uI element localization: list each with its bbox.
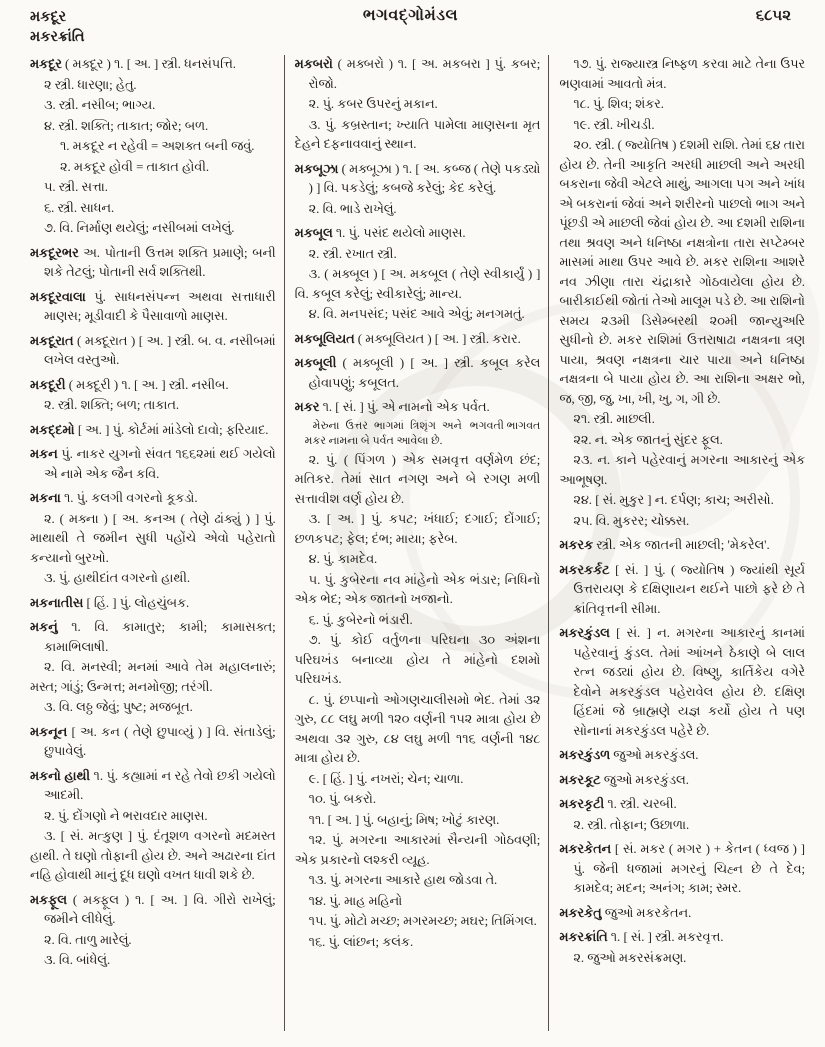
headword: મકબૂલિયત: [294, 331, 358, 346]
dictionary-entry: મકનૂન [ અ. કન ( તેણે છુપાવ્યું ) ] વિ. સંતાડેલું; છુપાવેલું.: [30, 724, 276, 758]
entry-sense: ૨. પું. ( પિંગળ ) એક સમવૃત્ત વર્ણમેળ છંદ; મતિકર. તેમાં સાત નગણ અને બે રગણ મળી સત્તાવીશ વર્ણ હોય છે.: [294, 452, 541, 506]
headword: મકનો હાથી: [30, 768, 94, 783]
entry-sense: ૨. પું. કબર ઉપરનું મકાન.: [308, 97, 438, 111]
entry-sense: ૪. વિ. મનપસંદ; પસંદ આવે એવું; મનગમતું.: [308, 307, 525, 321]
headword: મકનાતીસ: [30, 595, 87, 610]
entry-sense: ૩. પું. કબ્રસ્તાન; ખ્યાતિ પામેલા માણસના મૃત દેહને દફનાવવાનું સ્થાન.: [294, 117, 541, 151]
headword: મકબરો: [294, 57, 338, 71]
headword: મકરકુંડલ: [559, 626, 617, 640]
dictionary-entry: મકરકુંડળ જુઓ મકરકુંડલ.: [559, 748, 699, 762]
guide-word-top: મકદૂર: [30, 9, 67, 25]
entry-sense: ૨૦. સ્ત્રી. ( જ્યોતિષ ) દશમી રાશિ. તેમાં ૬૪ તારા હોય છે. તેની આકૃતિ અરધી માછલી અને અરધી બકરાના જેવી એટલે માથું, આગલા પગ અને ખાંધ એ બકરાનાં જેવાં અને શરીરનો પાછલો ભાગ અને પૂંછડી એ માછલી જેવાં હોય છે. આ દશમી રાશિના તથા શ્રવણ અને ધનિષ્ઠા નક્ષત્રોના તારા સપ્ટેમ્બર માસમાં માથા ઉપર આવે છે. મકર રાશિના આશરે નવ ઝીણા તારા ચંદ્રાકારે ગોઠવાયેલા હોય છે. બારીકાઈથી જોતાં તેઓ માલૂમ પડે છે. આ રાશિનો સમય ૨૩મી ડિસેમ્બરથી ૨૦મી જાન્યુઅરિ સુધીનો છે. મકર રાશિમાં ઉત્તરાષાઢા નક્ષત્રના ત્રણ પાયા, શ્રવણ નક્ષત્રના ચાર પાયા અને ધનિષ્ઠા નક્ષત્રના બે પાયા હોય છે. આ રાશિના અક્ષર ભો, જ, જી, જુ, ખા, ખી, ખુ, ગ, ગી છે.: [559, 138, 806, 406]
entry-sense: ૧૩. પું. મગરના આકારે હાથ જોડવા તે.: [308, 873, 498, 887]
dictionary-entry: મકબૂલિયત ( મક્બૂલિયત ) [ અ. ] સ્ત્રી. કરાર.: [294, 331, 521, 346]
dictionary-entry: મકનાતીસ [ હિં. ] પું. લોહચુંબક.: [30, 595, 190, 610]
entry-idiom: ૨. મકદૂર હોવી = તાકાત હોવી.: [60, 159, 210, 174]
entry-sense: ૯. [ હિં. ] પું. નખરાં; ચેન; ચાળા.: [308, 771, 464, 786]
headword: મકફૂલ: [30, 892, 73, 907]
entry-sense: ૧૫. પું. મોટો મચ્છ; મગરમચ્છ; મઘર; તિમિંગલ.: [308, 914, 537, 928]
dictionary-entry: મકબૂઝા ( મક્બૂઝા ) ૧. [ અ. કબ્જ ( તેણે પકડ્યો ) ] વિ. પકડેલું; કબજે કરેલું; કેદ કરેલું.: [294, 161, 541, 195]
entry-sense: ૩. ( મક્બૂલ ) [ અ. મકબૂલ ( તેણે સ્વીકાર્યું ) ] વિ. કબૂલ કરેલું; સ્વીકારેલું; માન્ય.: [294, 267, 541, 301]
dictionary-entry: મકદૂર ( મક્દૂર ) ૧. [ અ. ] સ્ત્રી. ધનસંપત્તિ.: [30, 57, 236, 71]
dictionary-entry: મકર ૧. [ સં. ] પું. એ નામનો એક પર્વત.: [294, 400, 490, 414]
headword: મકન: [30, 447, 62, 461]
dictionary-entry: મકરકેતુ જુઓ મકરકેતન.: [559, 905, 692, 920]
headword: મકદૂરી: [30, 377, 69, 392]
entry-sense: ૩. પું. હાથીદાંત વગરનો હાથી.: [44, 571, 191, 585]
entry-sense: ૧૦. પું. બકરો.: [308, 792, 377, 806]
guide-words: [30, 7, 363, 47]
dictionary-entry: મકના ૧. પું. કલગી વગરનો કૂકડો.: [30, 491, 198, 505]
entry-sense: ૧૬. પું. લાંછન; કલંક.: [308, 934, 414, 949]
headword: મકબૂલી: [294, 356, 343, 370]
page-number: ૬૮૫૨: [755, 8, 791, 24]
headword: મકરકેતન: [559, 842, 615, 856]
headword: મકદૂરવાલા: [30, 289, 95, 304]
entry-sense: ૨ સ્ત્રી. ધારણા; હેતુ.: [44, 77, 137, 92]
entry-sense: ૧૪. પું. માહ મહિનો: [308, 893, 403, 908]
headword: મકનું: [30, 620, 72, 634]
entry-sense: ૩. [ સં. મત્કુણ ] પું. દંતૂશળ વગરનો મદમસ્ત હાથી. તે ઘણો તોફાની હોય છે. અને અઢારના દાંત નહિ હોવાથી માનું દૂધ ઘણો વખત ધાવી શકે છે.: [30, 829, 276, 882]
entry-sense: ૧૭. પું. રાજ્યાસ્ત્ર નિષ્ફળ કરવા માટે તેના ઉપર ભણવામાં આવતો મંત્ર.: [559, 57, 806, 91]
dictionary-entry: મકદૂરાત ( મક્દૂરાત ) [ અ. ] સ્ત્રી. બ. વ. નસીબમાં લખેલ વસ્તુઓ.: [30, 333, 276, 367]
guide-word-bottom: મકરક્રાંતિ: [30, 29, 85, 45]
entry-sense: ૨. સ્ત્રી. શક્તિ; બળ; તાકાત.: [44, 398, 180, 412]
entry-sense: ૬. પું. કુબેરનો ભંડારી.: [308, 612, 413, 627]
entry-sense: ૨. વિ. મનસ્વી; મનમાં આવે તેમ મહાલનારું; મસ્ત; ગાંડું; ઉન્મત્ત; મનમોજી; તરંગી.: [30, 660, 276, 694]
dictionary-entry: મકરકર્કટ [ સં. ] પું. ( જ્યોતિષ ) જ્યાંથી સૂર્ય ઉત્તરાયણ કે દક્ષિણાયન થઈને પાછો ફરે છે તે ક્રાંતિવૃત્તની સીમા.: [559, 562, 806, 616]
entry-sense: ૭. પું. કોઈ વર્તુળના પરિઘના ૩૦ અંશના પરિઘખંડ બનાવ્યા હોય તે માંહેનો દશમો પરિઘખંડ.: [294, 633, 541, 686]
entry-sense: ૨૪. [ સં. મુકુર ] ન. દર્પણ; કાચ; અરીસો.: [573, 493, 774, 507]
entry-sense: ૨. પું. દોંગણો ને ભરાવદાર માણસ.: [44, 808, 208, 823]
entry-sense: ૩. સ્ત્રી. નસીબ; ભાગ્ય.: [44, 98, 156, 112]
dictionary-entry: મકરક સ્ત્રી. એક જાતની માછલી; 'મેકરેલ'.: [559, 538, 770, 552]
headword: મકબૂઝા: [294, 161, 342, 176]
entry-sense: ૧૯. સ્ત્રી. ખીચડી.: [573, 117, 655, 132]
headword: મકરકૂટ: [559, 772, 604, 787]
dictionary-entry: મકરકૂટ જુઓ મકરકુંડલ.: [559, 772, 689, 787]
entry-sense: ૧૮. પું. શિવ; શંકર.: [573, 97, 664, 111]
dictionary-entry: મકફૂલ ( મક્ફૂલ ) ૧. [ અ. ] વિ. ગીરો રાખેલું; જમીને લીધેલું.: [30, 892, 276, 926]
headword: મકરકર્કટ: [559, 562, 616, 577]
entry-sense: ૩. વિ. લઠ્ઠ જેવું; પુષ્ટ; મજબૂત.: [44, 700, 193, 714]
dictionary-entry: મકનું ૧. વિ. કામાતુર; કામી; કામાસક્ત; કામાભિલાષી.: [30, 620, 276, 654]
entry-sense: ૨. જુઓ મકરસંક્રમણ.: [573, 950, 687, 965]
dictionary-column: [285, 55, 550, 1031]
headword: મકરક: [559, 538, 597, 552]
entry-sense: ૨૨. ન. એક જાતનું સુંદર ફૂલ.: [573, 432, 723, 447]
book-title: ભગવદ્ગોમંડલ: [362, 7, 459, 24]
entry-idiom: ૧. મકદૂર ન રહેવી = અશક્ત બની જવું.: [60, 139, 255, 153]
headword: મકદ્દમો: [30, 422, 78, 437]
dictionary-entry: મકરકુંડલ [ સં. ] ન. મગરના આકારનું કાનમાં પહેરવાનું કુંડલ. તેમાં આંખને ઠેકાણે બે લાલ રત્ન જડ્યાં હોય છે. વિષ્ણુ, કાર્તિકેય વગેરે દેવોને મકરકુંડલ પહેરાવેલ હોય છે. દક્ષિણ હિંદમાં જે બ્રાહ્મણે યજ્ઞ કર્યો હોય તે પણ સોનાનાં મકરકુંડલ પહેરે છે.: [559, 626, 806, 738]
dictionary-entry: મકદ્દમો [ અ. ] પું. કોર્ટમાં માંડેલો દાવો; ફરિયાદ.: [30, 422, 269, 437]
entry-sense: ૧૨. પું. મગરના આકારમાં સૈન્યની ગોઠવણી; એક પ્રકારનો લશ્કરી વ્યૂહ.: [294, 833, 541, 867]
dictionary-entry: મકન પું. નાકર યુગનો સંવત ૧૬૬૨માં થઈ ગયેલો એ નામે એક જૈન કવિ.: [30, 447, 276, 481]
entry-sense: ૨૧. સ્ત્રી. માછલી.: [573, 412, 655, 426]
entry-sense: ૨. વિ. તાળુ મારેલું.: [44, 932, 132, 947]
headword: મકના: [30, 491, 64, 505]
headword: મકરકુંડળ: [559, 748, 614, 762]
entry-quote: ભગવતી ભાગવત મેરુના ઉત્તર ભાગમાં ત્રિશૃંગ અને મકર નામના બે પર્વત આવેલા છે.: [304, 419, 541, 447]
entry-sense: ૧૧. [ અ. ] પું. બહાનું; મિષ; ખોટું કારણ.: [308, 812, 500, 827]
dictionary-entry: મકનો હાથી ૧. પું. કહ્યામાં ન રહે તેવો છકી ગયેલો આદમી.: [30, 768, 276, 802]
entry-sense: ૨૫. વિ. મુકરર; ચોક્કસ.: [573, 513, 690, 528]
headword: મકબૂલ: [294, 226, 336, 240]
entry-sense: ૫. સ્ત્રી. સત્તા.: [44, 180, 108, 194]
headword: મકરકેતુ: [559, 905, 605, 920]
dictionary-entry: મકદૂરભર અ. પોતાની ઉત્તમ શક્તિ પ્રમાણે; બની શકે તેટલું; પોતાની સર્વ શક્તિથી.: [30, 245, 276, 279]
entry-sense: ૨૩. ન. કાને પહેરવાનું મગરના આકારનું એક આભૂષણ.: [559, 453, 806, 487]
headword: મકદૂરાત: [30, 333, 78, 348]
dictionary-entry: મકદૂરવાલા પું. સાધનસંપન્ન અથવા સત્તાધારી માણસ; મૂડીવાદી કે પૈસાવાળો માણસ.: [30, 289, 276, 323]
entry-sense: ૪. પું. કામદેવ.: [308, 552, 378, 566]
headword: મકદૂર: [30, 57, 66, 71]
dictionary-column: [28, 55, 285, 1031]
entry-sense: ૨. સ્ત્રી. તોફાન; ઉછાળા.: [573, 817, 690, 832]
entry-sense: ૪. સ્ત્રી. શક્તિ; તાકાત; જોર; બળ.: [44, 118, 209, 133]
entry-sense: ૩. વિ. બાંધેલું.: [44, 953, 111, 967]
dictionary-entry: મકબરો ( મક્બરો ) ૧. [ અ. મકબરા ] પું. કબર; રોજો.: [294, 57, 541, 91]
entry-sense: ૭. વિ. નિર્માણ થયેલું; નસીબમાં લખેલું.: [44, 221, 235, 235]
entry-sense: ૨. ( મક્ના ) [ અ. કનઅ ( તેણે ઢાંક્યું ) ] પું. માથાથી તે જમીન સુધી પહોંચે એવો પહેરાતો કન્યાનો બુરખો.: [30, 511, 276, 565]
dictionary-entry: મકરકૃટી ૧. સ્ત્રી. ચરબી.: [559, 797, 677, 811]
dictionary-entry: મકદૂરી ( મક્દૂરી ) ૧. [ અ. ] સ્ત્રી. નસીબ.: [30, 377, 229, 392]
entry-sense: ૬. સ્ત્રી. સાધન.: [44, 200, 115, 215]
dictionary-entry: મકરકેતન [ સં. મકર ( મગર ) + કેતન ( ધ્વજ ) ] પું. જેની ધજામાં મગરનું ચિહ્ન છે તે દેવ; કામદેવ; મદન; અનંગ; કામ; સ્મર.: [559, 842, 806, 895]
entry-sense: ૫. પું. કુબેરના નવ માંહેનો એક ભંડાર; નિધિનો એક ભેદ; એક જાતનો ખજાનો.: [294, 572, 541, 606]
dictionary-entry: મકબૂલી ( મક્બૂલી ) [ અ. ] સ્ત્રી. કબૂલ કરેલ હોવાપણું; કબૂલત.: [294, 356, 541, 390]
dictionary-body: [0, 49, 825, 1037]
headword: મકર: [294, 400, 323, 414]
entry-sense: ૨. વિ. ભાડે રાખેલું.: [308, 201, 397, 216]
headword: મકનૂન: [30, 724, 72, 739]
headword: મકદૂરભર: [30, 245, 84, 260]
entry-sense: ૮. પું. છપ્પાનો ઓગણચાલીસમો ભેદ. તેમાં ૩૨ ગુરુ, ૮૮ લઘુ મળી ૧૨૦ વર્ણની ૧૫૨ માત્રા હોય છે અથવા ૩૨ ગુરુ, ૮૪ લઘુ મળી ૧૧૬ વર્ણની ૧૪૮ માત્રા હોય છે.: [294, 692, 541, 765]
entry-sense: ૨. સ્ત્રી. રખાત સ્ત્રી.: [308, 246, 397, 261]
headword: મકરક્રાંતિ: [559, 930, 611, 944]
dictionary-column: [549, 55, 813, 1031]
dictionary-entry: મકબૂલ ૧. પું. પસંદ થયેલો માણસ.: [294, 226, 466, 240]
entry-sense: ૩. [ અ. ] પું. કપટ; ખંધાઈ; દગાઈ; દોંગાઈ; છળકપટ; ફેલ; દંભ; માયા; ફરેબ.: [294, 512, 541, 546]
dictionary-entry: મકરક્રાંતિ ૧. [ સં. ] સ્ત્રી. મકરવૃત્ત.: [559, 930, 724, 944]
page-header: [0, 0, 825, 49]
quote-source: ભગવતી ભાગવત: [469, 419, 541, 432]
headword: મકરકૃટી: [559, 797, 608, 811]
